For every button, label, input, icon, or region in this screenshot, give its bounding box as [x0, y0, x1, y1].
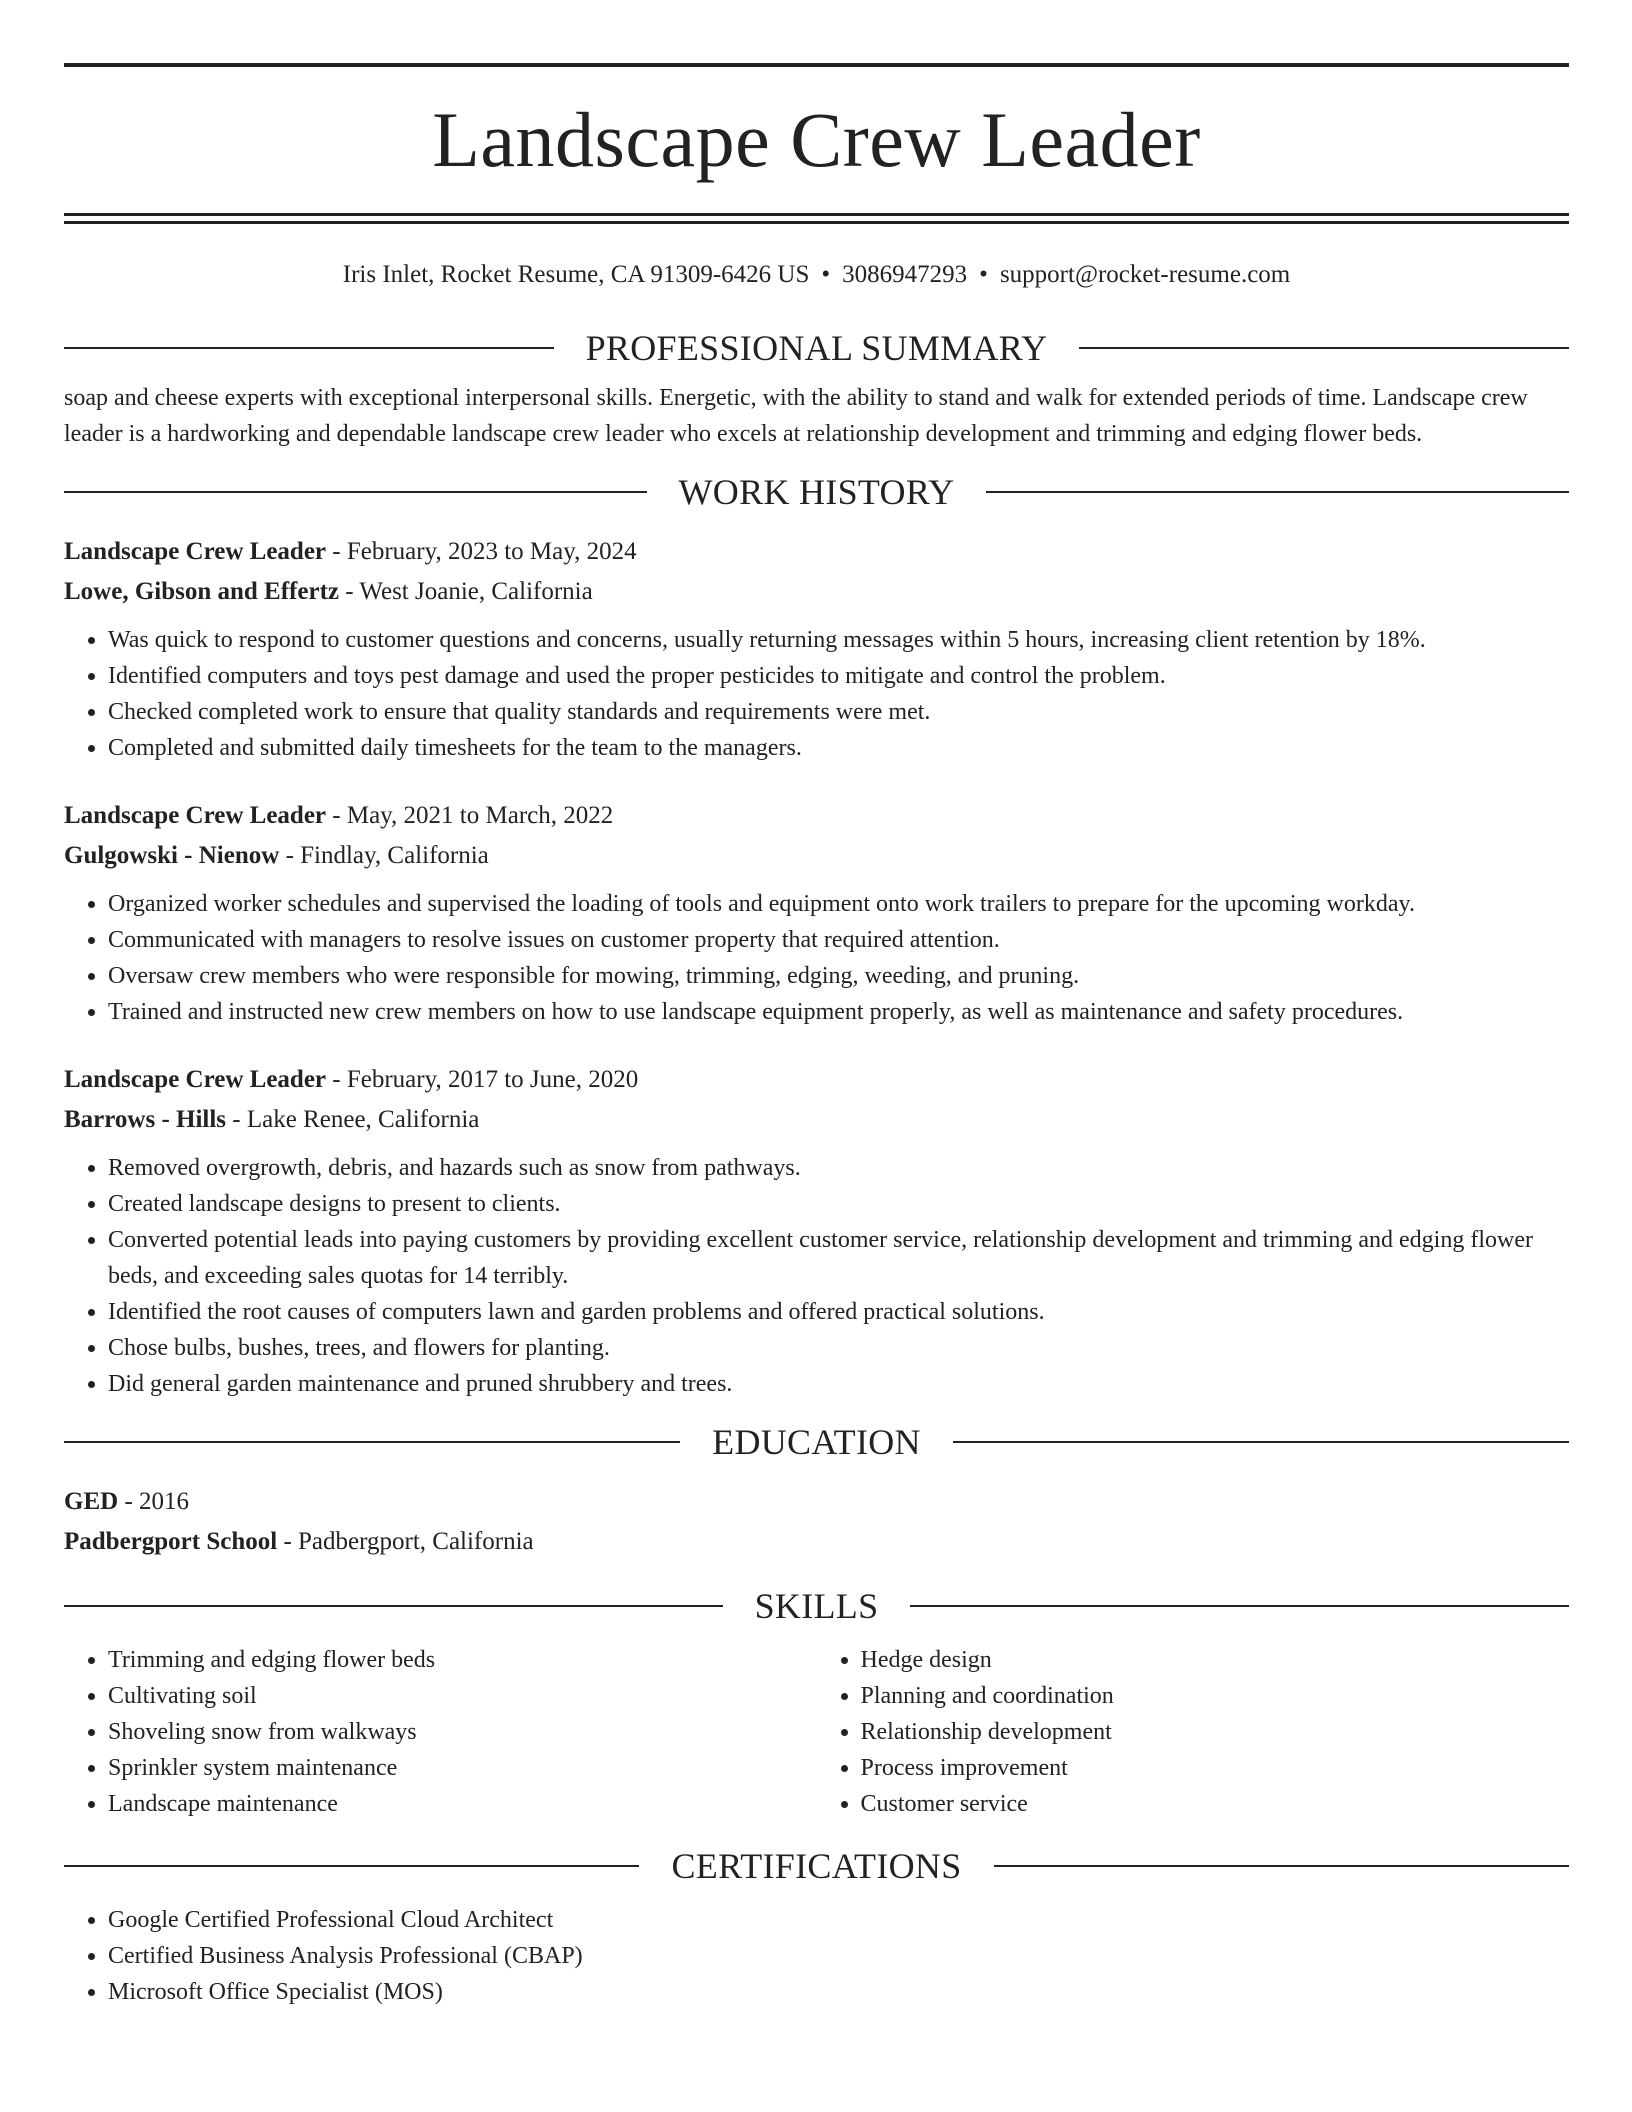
- list-item: • Trimming and edging flower beds: [108, 1642, 817, 1678]
- list-item: • Chose bulbs, bushes, trees, and flowers for planting.: [108, 1330, 1569, 1366]
- title-double-rule: [64, 213, 1569, 224]
- job-title-line: [64, 532, 1569, 572]
- section-heading-skills: [64, 1584, 1569, 1628]
- education-school: Padbergport School: [64, 1528, 278, 1555]
- contact-separator: •: [979, 261, 988, 288]
- job-company: Gulgowski - Nienow: [64, 842, 280, 869]
- job-location: - Findlay, California: [279, 842, 489, 869]
- contact-line: [64, 260, 1569, 290]
- heading-rule: [64, 491, 647, 493]
- heading-rule: [64, 1865, 639, 1867]
- section-heading-education: [64, 1420, 1569, 1464]
- education-year: - 2016: [118, 1488, 190, 1515]
- job-location: - Lake Renee, California: [226, 1106, 480, 1133]
- list-item: • Certified Business Analysis Professional (CBAP): [108, 1938, 1569, 1974]
- contact-email: support@rocket-resume.com: [999, 261, 1291, 288]
- list-item: • Removed overgrowth, debris, and hazards such as snow from pathways.: [108, 1150, 1569, 1186]
- list-item: • Process improvement: [861, 1750, 1570, 1786]
- job-company: Lowe, Gibson and Effertz: [64, 578, 339, 605]
- job-title-line: [64, 796, 1569, 836]
- contact-phone: 3086947293: [842, 261, 968, 288]
- section-heading-work: [64, 470, 1569, 514]
- summary-text: soap and cheese experts with exceptional interpersonal skills. Energetic, with the ability to stand and walk for extended periods of time. Landscape crew leader is a hardworking and dependable landscape crew leader who excels at relationship development and trimming and edging flower beds.: [64, 385, 1528, 447]
- heading-rule: [910, 1605, 1569, 1607]
- skills-right-list: [817, 1642, 1570, 1822]
- heading-rule: [986, 491, 1569, 493]
- contact-separator: •: [821, 261, 831, 288]
- list-item: • Communicated with managers to resolve issues on customer property that required attention.: [108, 922, 1569, 958]
- list-item: • Created landscape designs to present to clients.: [108, 1186, 1569, 1222]
- job-title-line: [64, 1060, 1569, 1100]
- contact-address: Iris Inlet, Rocket Resume, CA 91309-6426 US: [342, 261, 810, 288]
- heading-label: EDUCATION: [712, 1422, 921, 1462]
- heading-label: CERTIFICATIONS: [671, 1846, 962, 1886]
- list-item: • Customer service: [861, 1786, 1570, 1822]
- heading-label: PROFESSIONAL SUMMARY: [585, 328, 1048, 368]
- list-item: • Converted potential leads into paying customers by providing excellent customer service, relationship development and trimming and edging flower beds, and exceeding sales quotas for 14 terribly.: [108, 1222, 1569, 1294]
- list-item: • Hedge design: [861, 1642, 1570, 1678]
- job-dates: - May, 2021 to March, 2022: [326, 802, 614, 829]
- list-item: • Identified the root causes of computers lawn and garden problems and offered practical solutions.: [108, 1294, 1569, 1330]
- list-item: • Checked completed work to ensure that quality standards and requirements were met.: [108, 694, 1569, 730]
- job-entry: [64, 796, 1569, 1030]
- list-item: • Oversaw crew members who were responsible for mowing, trimming, edging, weeding, and pruning.: [108, 958, 1569, 994]
- top-rule: [64, 63, 1569, 67]
- list-item: • Cultivating soil: [108, 1678, 817, 1714]
- skills-left-list: [64, 1642, 817, 1822]
- education-location: - Padbergport, California: [277, 1528, 534, 1555]
- list-item: • Did general garden maintenance and pruned shrubbery and trees.: [108, 1366, 1569, 1402]
- list-item: • Microsoft Office Specialist (MOS): [108, 1974, 1569, 2010]
- heading-rule: [64, 1605, 723, 1607]
- section-heading-summary: [64, 326, 1569, 370]
- skills-columns: [64, 1642, 1569, 1822]
- education-degree: GED: [64, 1488, 119, 1515]
- education-entry: [64, 1482, 1569, 1562]
- certifications-block: [64, 1902, 1569, 2010]
- job-company: Barrows - Hills: [64, 1106, 227, 1133]
- job-title: Landscape Crew Leader: [64, 802, 327, 829]
- job-dates: - February, 2017 to June, 2020: [326, 1066, 639, 1093]
- resume-title: Landscape Crew Leader: [432, 96, 1201, 183]
- job-dates: - February, 2023 to May, 2024: [326, 538, 637, 565]
- job-title: Landscape Crew Leader: [64, 1066, 327, 1093]
- education-school-line: [64, 1522, 1569, 1562]
- job-title: Landscape Crew Leader: [64, 538, 327, 565]
- job-company-line: [64, 836, 1569, 876]
- job-entry: [64, 532, 1569, 766]
- list-item: • Landscape maintenance: [108, 1786, 817, 1822]
- heading-rule: [994, 1865, 1569, 1867]
- job-bullets: [64, 1150, 1569, 1402]
- certifications-list: [64, 1902, 1569, 2010]
- heading-rule: [64, 1441, 680, 1443]
- list-item: • Trained and instructed new crew members on how to use landscape equipment properly, as well as maintenance and safety procedures.: [108, 994, 1569, 1030]
- job-company-line: [64, 572, 1569, 612]
- heading-rule: [953, 1441, 1569, 1443]
- heading-label: WORK HISTORY: [678, 472, 955, 512]
- list-item: • Identified computers and toys pest damage and used the proper pesticides to mitigate and control the problem.: [108, 658, 1569, 694]
- job-company-line: [64, 1100, 1569, 1140]
- list-item: • Was quick to respond to customer questions and concerns, usually returning messages within 5 hours, increasing client retention by 18%.: [108, 622, 1569, 658]
- list-item: • Completed and submitted daily timesheets for the team to the managers.: [108, 730, 1569, 766]
- list-item: • Sprinkler system maintenance: [108, 1750, 817, 1786]
- list-item: • Relationship development: [861, 1714, 1570, 1750]
- job-location: - West Joanie, California: [339, 578, 593, 605]
- job-bullets: [64, 622, 1569, 766]
- list-item: • Google Certified Professional Cloud Architect: [108, 1902, 1569, 1938]
- education-degree-line: [64, 1482, 1569, 1522]
- heading-label: SKILLS: [754, 1586, 879, 1626]
- list-item: • Planning and coordination: [861, 1678, 1570, 1714]
- heading-rule: [1079, 347, 1569, 349]
- section-heading-certifications: [64, 1844, 1569, 1888]
- job-entry: [64, 1060, 1569, 1402]
- job-bullets: [64, 886, 1569, 1030]
- list-item: • Organized worker schedules and supervised the loading of tools and equipment onto work trailers to prepare for the upcoming workday.: [108, 886, 1569, 922]
- heading-rule: [64, 347, 554, 349]
- list-item: • Shoveling snow from walkways: [108, 1714, 817, 1750]
